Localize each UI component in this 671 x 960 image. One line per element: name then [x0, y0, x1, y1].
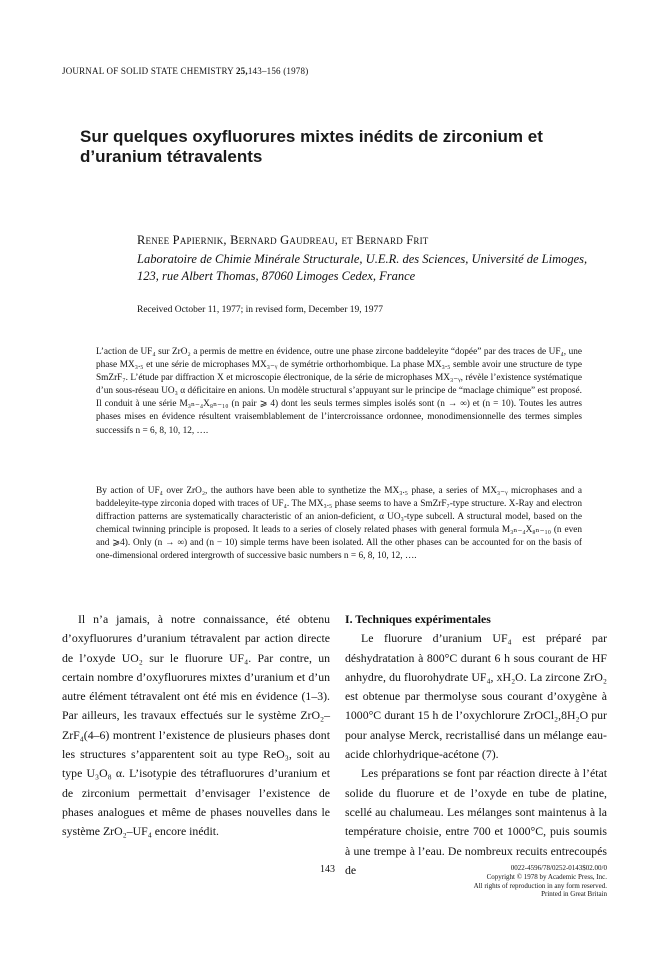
- page-number: 143: [320, 864, 335, 875]
- left-column: [62, 610, 330, 842]
- author-list: [137, 233, 428, 248]
- author-name: Gaudreau,: [280, 233, 339, 247]
- right-column: [345, 610, 607, 880]
- author-name: Frit: [406, 233, 429, 247]
- body-paragraph: Les préparations se font par réaction directe à l’état solide du fluorure et de l’oxyde en tube de platine, scellé au chalumeau. Les mélanges sont maintenus à la température choisie, entre 700 et 1000°C, puis soumis à une trempe à l’eau. De nombreux recuits entrecoupés de: [345, 766, 607, 877]
- abstract-english: By action of UF₄ over ZrO₂, the authors have been able to synthetize the MX₃.₅ phase, a series of MX₃₋ᵧ microphases and a baddeleyite-type zirconia doped with traces of UF₄. The MX₃.₅ phase seems to have a SmZrF₇-type structure. X-Ray and electron diffraction patterns are systematically characteristic of an anion-deficient, α UO₃-type subcell. A structural model, based on the chemical twinning principle is proposed. It leads to a series of closely related phases with general formula M₃ₙ₋₄X₈ₙ₋₁₀ (n even and ⩾4). Only (n → ∞) and (n − 10) simple terms have been isolated. All the other phases can be accounted for on the basis of one-dimensional ordered intergrowth of successive basic numbers n = 6, 8, 10, 12, ….: [96, 486, 582, 562]
- journal-name: JOURNAL OF SOLID STATE CHEMISTRY: [62, 66, 234, 76]
- article-title: Sur quelques oxyfluorures mixtes inédits de zirconium et d’uranium tétravalents: [80, 127, 543, 166]
- article-code: 0022-4596/78/0252-0143$02.00/0: [510, 864, 607, 872]
- printed-line: Printed in Great Britain: [541, 890, 607, 899]
- section-heading: I. Techniques expérimentales: [345, 612, 491, 626]
- author-name: et Bernard: [341, 233, 403, 247]
- journal-volume: 25,: [235, 66, 248, 76]
- copyright-line: Copyright © 1978 by Academic Press, Inc.: [486, 872, 607, 881]
- author-name: Renee: [137, 233, 170, 247]
- abstract-french: L’action de UF₄ sur ZrO₂ a permis de mettre en évidence, outre une phase zircone baddeleyite “dopée” par des traces de UF₄, une phase MX₃.₅ et une série de microphases MX₃₋ᵧ de symétrie orthorhombique. La phase MX₃.₅ semble avoir une structure de type SmZrF₇. L’étude par diffraction X et microscopie électronique, de la série de microphases MX₃₋ᵧ, révèle l’existence systématique d’un sous-réseau UO₃ α déficitaire en anions. Un modèle structural s’appuyant sur le principe de “maclage chimique” est proposé. Il conduit à une série M₃ₙ₋₄X₈ₙ₋₁₀ (n pair ⩾ 4) dont les seuls termes simples isolés sont (n → ∞) et (n = 10). Toutes les autres phases mises en évidence résultent vraisemblablement de l’intercroissance ordonnee, monodimensionnelle des termes simples successifs n = 6, 8, 10, 12, ….: [96, 347, 582, 436]
- received-dates: Received October 11, 1977; in revised form, December 19, 1977: [137, 305, 384, 315]
- author-name: Papiernik,: [172, 233, 227, 247]
- body-paragraph: Le fluorure d’uranium UF₄ est préparé par déshydratation à 800°C durant 6 h sous courant de HF anhydre, du fluorohydrate UF₄, xH₂O. La zircone ZrO₂ est obtenue par thermolyse sous courant d’oxygène à 1000°C durant 15 h de l’oxychlorure ZrOCl₂,8H₂O pur pour analyse Merck, recristallisé dans un mélange eau-acide chlorhydrique-acétone (7).: [345, 631, 607, 762]
- intro-paragraph: Il n’a jamais, à notre connaissance, été obtenu d’oxyfluorures d’uranium tétravalent par action directe de l’oxyde UO₂ sur le fluorure UF₄. Par contre, un certain nombre d’oxyfluorures mixtes d’uranium et d’un autre élément tétravalent ont été mis en évidence (1–3). Par ailleurs, les travaux effectués sur le système ZrO₂–ZrF₄(4–6) montrent l’existence de plusieurs phases dont les structures s’apparentent soit au type ReO₃, soit au type U₃O₈ α. L’isotypie des tétrafluorures d’uranium et de zirconium permettait d’envisager l’existence de phases analogues et même de phases nouvelles dans le système ZrO₂–UF₄ encore inédit.: [62, 612, 330, 839]
- copyright-block: [474, 864, 607, 899]
- journal-header: [62, 66, 308, 76]
- journal-pages: 143–156 (1978): [247, 66, 309, 76]
- rights-line: All rights of reproduction in any form reserved.: [473, 881, 607, 890]
- affiliation: Laboratoire de Chimie Minérale Structurale, U.E.R. des Sciences, Université de Limoges, 123, rue Albert Thomas, 87060 Limoges Cedex, France: [137, 252, 588, 283]
- author-name: Bernard: [230, 233, 277, 247]
